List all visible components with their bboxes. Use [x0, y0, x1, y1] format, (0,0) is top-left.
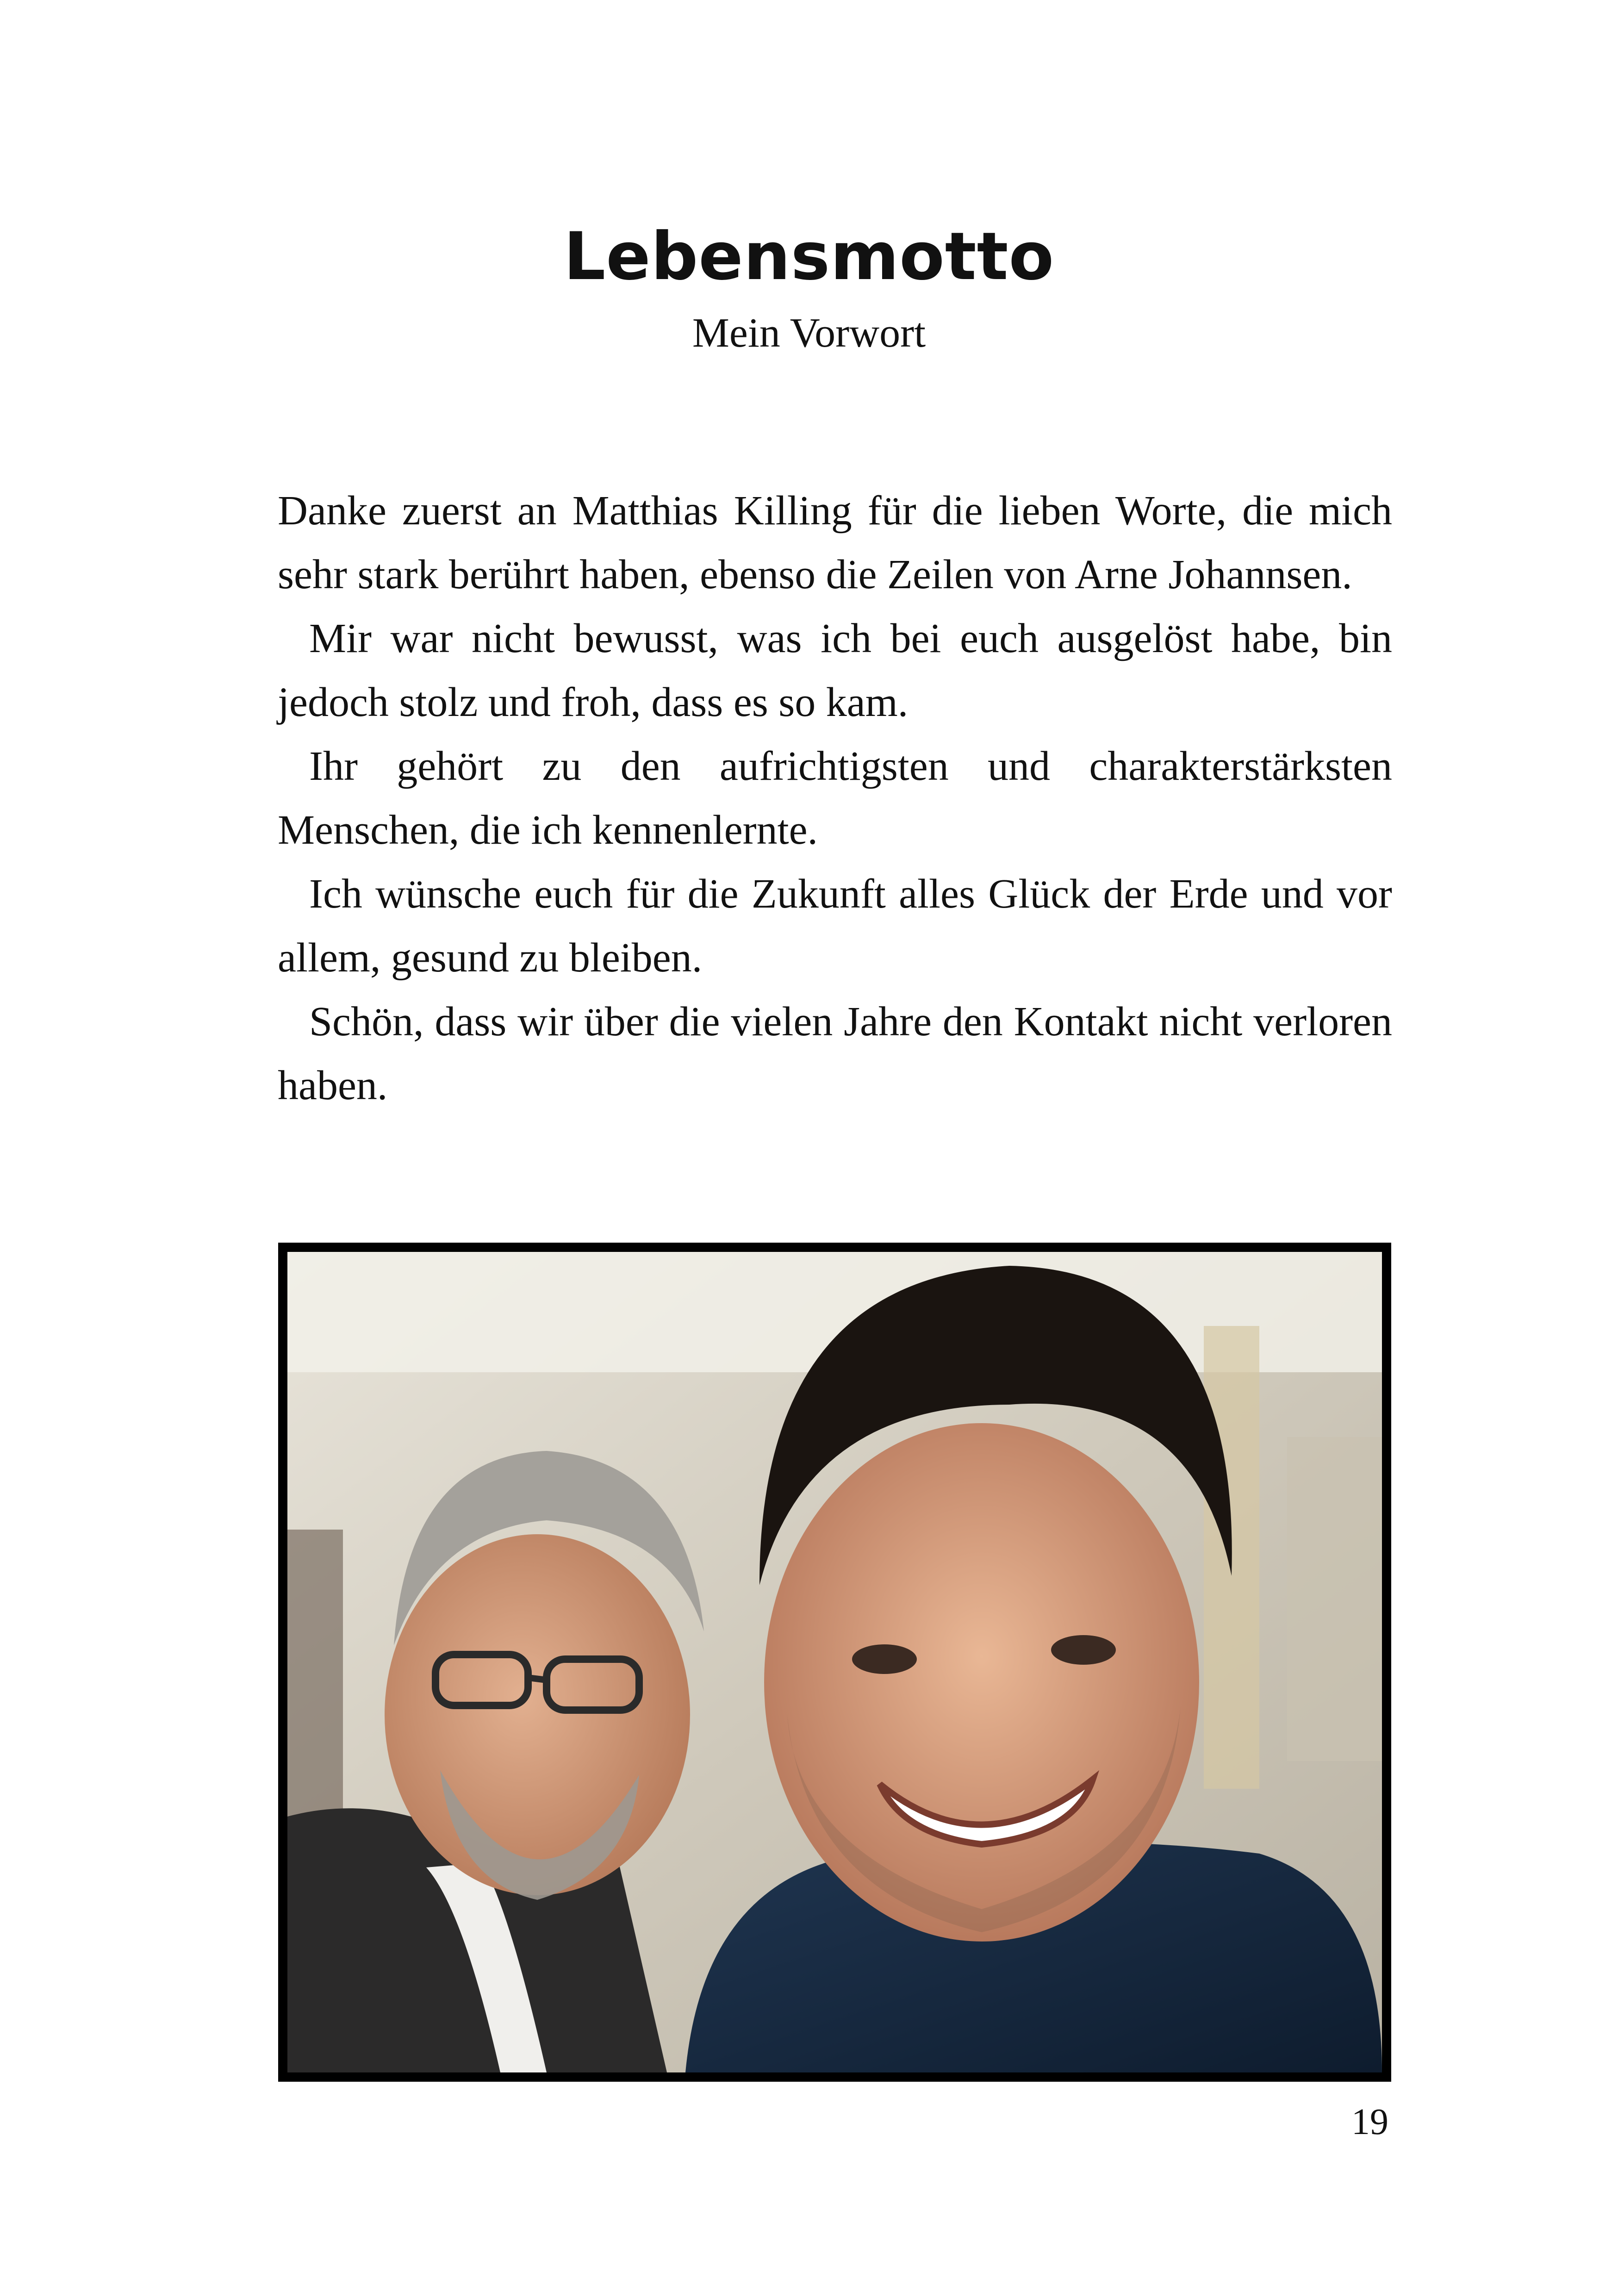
page-number: 19: [1351, 2102, 1388, 2142]
chapter-title: Lebensmotto: [563, 218, 1055, 295]
paragraph-4: Ich wünsche euch für die Zukunft alles Glück der Erde und vor allem, gesund zu bleiben.: [278, 871, 1392, 981]
paragraph-1: Danke zuerst an Matthias Killing für die lieben Worte, die mich sehr stark berührt haben, ebenso die Zeilen von Arne Johannsen.: [278, 488, 1392, 597]
portrait-photo-image: [287, 1252, 1382, 2072]
portrait-photo: [278, 1243, 1391, 2082]
chapter-subtitle: Mein Vorwort: [692, 310, 926, 356]
paragraph-3: Ihr gehört zu den aufrichtigsten und charakterstärksten Menschen, die ich kennenlernte.: [278, 743, 1392, 853]
paragraph-2: Mir war nicht bewusst, was ich bei euch ausgelöst habe, bin jedoch stolz und froh, dass es so kam.: [278, 616, 1392, 725]
right-person-face: [764, 1423, 1199, 1941]
left-person-face: [385, 1534, 690, 1895]
body-text: [278, 479, 1392, 1118]
paragraph-5: Schön, dass wir über die vielen Jahre den Kontakt nicht verloren haben.: [278, 999, 1392, 1108]
